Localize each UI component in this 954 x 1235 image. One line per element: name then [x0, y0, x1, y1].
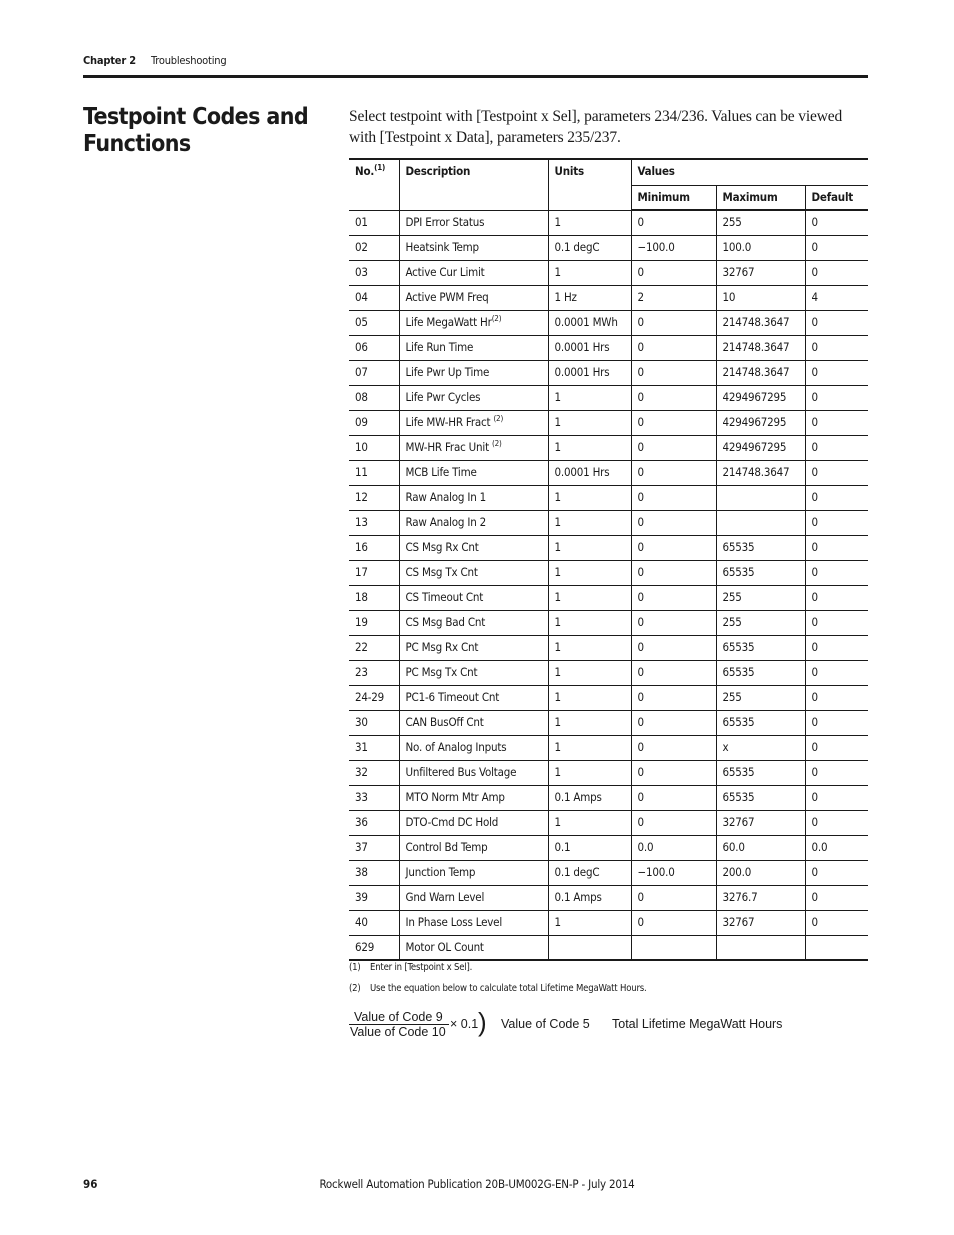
cell-description: Active Cur Limit [399, 260, 548, 285]
footnote-1: (1) Enter in [Testpoint x Sel]. [349, 962, 473, 973]
cell-default: 0 [805, 860, 868, 885]
footnote-2: (2) Use the equation below to calculate total Lifetime MegaWatt Hours. [349, 983, 647, 994]
cell-minimum: 0 [631, 810, 716, 835]
cell-no: 19 [349, 610, 399, 635]
table-row [349, 335, 868, 360]
table-row [349, 910, 868, 935]
cell-units: 1 [548, 485, 631, 510]
cell-minimum: 0 [631, 760, 716, 785]
cell-maximum: 65535 [716, 660, 805, 685]
cell-maximum: 65535 [716, 785, 805, 810]
cell-default: 0 [805, 560, 868, 585]
cell-description: Unfiltered Bus Voltage [399, 760, 548, 785]
cell-default: 0 [805, 535, 868, 560]
cell-description: Heatsink Temp [399, 235, 548, 260]
cell-units: 1 [548, 660, 631, 685]
cell-maximum [716, 935, 805, 960]
cell-minimum: 0 [631, 535, 716, 560]
table-row [349, 835, 868, 860]
cell-minimum: 0 [631, 735, 716, 760]
cell-no: 22 [349, 635, 399, 660]
section-label: Troubleshooting [151, 54, 227, 67]
cell-description: DTO-Cmd DC Hold [399, 810, 548, 835]
cell-minimum: 0 [631, 785, 716, 810]
cell-description: MW-HR Frac Unit $^{(2)}$ [399, 435, 548, 460]
cell-maximum: 60.0 [716, 835, 805, 860]
cell-no: 03 [349, 260, 399, 285]
cell-no: 10 [349, 435, 399, 460]
cell-minimum: 0 [631, 410, 716, 435]
cell-maximum: 214748.3647 [716, 460, 805, 485]
cell-description: Life MegaWatt Hr$^{(2)}$ [399, 310, 548, 335]
footnote-ref: (2) [493, 413, 504, 423]
cell-units: 1 [548, 685, 631, 710]
table-row [349, 460, 868, 485]
cell-units: 1 [548, 810, 631, 835]
cell-units: 1 [548, 635, 631, 660]
page-header [83, 53, 868, 78]
table-row [349, 510, 868, 535]
cell-no: 02 [349, 235, 399, 260]
table-row [349, 235, 868, 260]
table-row [349, 310, 868, 335]
cell-minimum: 0 [631, 885, 716, 910]
cell-no: 629 [349, 935, 399, 960]
table-row [349, 885, 868, 910]
cell-maximum: 100.0 [716, 235, 805, 260]
cell-no: 12 [349, 485, 399, 510]
cell-maximum: 65535 [716, 535, 805, 560]
cell-units [548, 935, 631, 960]
cell-units: 1 [548, 560, 631, 585]
cell-maximum: 10 [716, 285, 805, 310]
table-row [349, 360, 868, 385]
header-minimum: Minimum [631, 185, 716, 210]
cell-maximum: 214748.3647 [716, 335, 805, 360]
cell-description: CAN BusOff Cnt [399, 710, 548, 735]
cell-no: 38 [349, 860, 399, 885]
cell-units: 1 [548, 510, 631, 535]
cell-default: 0 [805, 585, 868, 610]
cell-maximum: 3276.7 [716, 885, 805, 910]
cell-description: Motor OL Count [399, 935, 548, 960]
table-row [349, 560, 868, 585]
cell-units: 0.0001 Hrs [548, 360, 631, 385]
cell-description: CS Msg Tx Cnt [399, 560, 548, 585]
equation-term: Value of Code 5 [501, 1017, 590, 1031]
cell-minimum: 0 [631, 510, 716, 535]
header-no: No.$^{(1)}$ [349, 159, 399, 210]
cell-description: PC1-6 Timeout Cnt [399, 685, 548, 710]
cell-no: 06 [349, 335, 399, 360]
cell-description: No. of Analog Inputs [399, 735, 548, 760]
cell-description: Junction Temp [399, 860, 548, 885]
cell-default: 0 [805, 360, 868, 385]
cell-default: 4 [805, 285, 868, 310]
cell-description: CS Timeout Cnt [399, 585, 548, 610]
cell-minimum: 0 [631, 660, 716, 685]
cell-default: 0 [805, 735, 868, 760]
testpoint-table [349, 158, 868, 961]
cell-default: 0 [805, 710, 868, 735]
cell-no: 23 [349, 660, 399, 685]
header-description: Description [399, 159, 548, 210]
cell-minimum: −100.0 [631, 235, 716, 260]
cell-default: 0 [805, 785, 868, 810]
cell-default: 0 [805, 910, 868, 935]
equation-result: Total Lifetime MegaWatt Hours [612, 1017, 783, 1031]
cell-no: 18 [349, 585, 399, 610]
cell-maximum: 214748.3647 [716, 310, 805, 335]
cell-minimum: 0 [631, 485, 716, 510]
cell-units: 0.0001 MWh [548, 310, 631, 335]
cell-no: 11 [349, 460, 399, 485]
cell-default: 0 [805, 610, 868, 635]
cell-units: 1 [548, 710, 631, 735]
cell-no: 07 [349, 360, 399, 385]
chapter-label: Chapter 2 [83, 54, 136, 67]
cell-no: 39 [349, 885, 399, 910]
header-values: Values [631, 159, 868, 185]
cell-maximum: 32767 [716, 810, 805, 835]
cell-minimum: 0 [631, 385, 716, 410]
cell-minimum: −100.0 [631, 860, 716, 885]
cell-minimum: 0 [631, 335, 716, 360]
cell-maximum [716, 485, 805, 510]
cell-no: 13 [349, 510, 399, 535]
cell-minimum: 0 [631, 210, 716, 235]
cell-maximum: 65535 [716, 635, 805, 660]
cell-description: PC Msg Tx Cnt [399, 660, 548, 685]
table-row [349, 210, 868, 235]
cell-description: Life Pwr Up Time [399, 360, 548, 385]
cell-default: 0 [805, 635, 868, 660]
cell-no: 37 [349, 835, 399, 860]
cell-units: 1 [548, 610, 631, 635]
cell-minimum [631, 935, 716, 960]
cell-maximum: 32767 [716, 910, 805, 935]
publication-info: Rockwell Automation Publication 20B-UM002G-EN-P - July 2014 [319, 1177, 635, 1191]
cell-no: 04 [349, 285, 399, 310]
cell-no: 33 [349, 785, 399, 810]
table-row [349, 535, 868, 560]
cell-minimum: 0 [631, 685, 716, 710]
cell-no: 24-29 [349, 685, 399, 710]
cell-units: 0.0001 Hrs [548, 460, 631, 485]
cell-no: 30 [349, 710, 399, 735]
table-row [349, 385, 868, 410]
cell-default: 0 [805, 235, 868, 260]
cell-default: 0 [805, 685, 868, 710]
equation-numerator: Value of Code 9 [354, 1010, 443, 1024]
table-row [349, 935, 868, 960]
cell-minimum: 0 [631, 585, 716, 610]
cell-units: 0.1 degC [548, 860, 631, 885]
cell-description: MCB Life Time [399, 460, 548, 485]
equation-multiplier: × 0.1 [450, 1017, 479, 1031]
cell-no: 40 [349, 910, 399, 935]
cell-default: 0 [805, 485, 868, 510]
cell-description: Raw Analog In 2 [399, 510, 548, 535]
cell-description: DPI Error Status [399, 210, 548, 235]
cell-maximum: 214748.3647 [716, 360, 805, 385]
cell-maximum: 4294967295 [716, 385, 805, 410]
cell-minimum: 0 [631, 260, 716, 285]
table-row [349, 485, 868, 510]
cell-maximum: 255 [716, 685, 805, 710]
cell-default: 0 [805, 210, 868, 235]
cell-units: 1 [548, 735, 631, 760]
header-default: Default [805, 185, 868, 210]
cell-maximum [716, 510, 805, 535]
cell-default: 0 [805, 260, 868, 285]
cell-units: 1 [548, 910, 631, 935]
cell-minimum: 2 [631, 285, 716, 310]
intro-paragraph: Select testpoint with [Testpoint x Sel], parameters 234/236. Values can be viewed with [Testpoint x Data], parameters 235/237. [349, 108, 843, 146]
cell-default: 0 [805, 310, 868, 335]
cell-minimum: 0.0 [631, 835, 716, 860]
cell-maximum: 4294967295 [716, 410, 805, 435]
table-row [349, 410, 868, 435]
cell-units: 1 [548, 260, 631, 285]
cell-description: In Phase Loss Level [399, 910, 548, 935]
table-row [349, 760, 868, 785]
cell-maximum: 65535 [716, 710, 805, 735]
cell-maximum: 255 [716, 610, 805, 635]
cell-description: MTO Norm Mtr Amp [399, 785, 548, 810]
cell-units: 1 Hz [548, 285, 631, 310]
table-row [349, 810, 868, 835]
cell-default: 0 [805, 335, 868, 360]
cell-minimum: 0 [631, 435, 716, 460]
cell-units: 0.0001 Hrs [548, 335, 631, 360]
cell-no: 16 [349, 535, 399, 560]
cell-no: 32 [349, 760, 399, 785]
table-row [349, 285, 868, 310]
cell-minimum: 0 [631, 710, 716, 735]
cell-default: 0 [805, 510, 868, 535]
cell-units: 1 [548, 535, 631, 560]
cell-maximum: 4294967295 [716, 435, 805, 460]
cell-description: Active PWM Freq [399, 285, 548, 310]
cell-no: 05 [349, 310, 399, 335]
cell-description: Gnd Warn Level [399, 885, 548, 910]
table-row [349, 635, 868, 660]
cell-description: CS Msg Bad Cnt [399, 610, 548, 635]
cell-maximum: 200.0 [716, 860, 805, 885]
table-row [349, 260, 868, 285]
equation-denominator: Value of Code 10 [350, 1025, 446, 1039]
cell-description: CS Msg Rx Cnt [399, 535, 548, 560]
cell-no: 09 [349, 410, 399, 435]
cell-default: 0 [805, 885, 868, 910]
cell-default: 0 [805, 460, 868, 485]
cell-minimum: 0 [631, 360, 716, 385]
header-maximum: Maximum [716, 185, 805, 210]
cell-default: 0.0 [805, 835, 868, 860]
cell-no: 08 [349, 385, 399, 410]
cell-description: Life MW-HR Fract $^{(2)}$ [399, 410, 548, 435]
table-row [349, 585, 868, 610]
cell-default [805, 935, 868, 960]
page-number: 96 [83, 1177, 98, 1191]
table-row [349, 610, 868, 635]
cell-units: 1 [548, 385, 631, 410]
cell-minimum: 0 [631, 560, 716, 585]
header-units: Units [548, 159, 631, 210]
cell-description: PC Msg Rx Cnt [399, 635, 548, 660]
cell-units: 1 [548, 760, 631, 785]
cell-maximum: 65535 [716, 560, 805, 585]
cell-description: Control Bd Temp [399, 835, 548, 860]
cell-default: 0 [805, 410, 868, 435]
cell-units: 1 [548, 410, 631, 435]
footnote-ref: (2) [492, 438, 502, 448]
table-row [349, 685, 868, 710]
cell-minimum: 0 [631, 460, 716, 485]
megawatt-equation [349, 1007, 783, 1044]
cell-default: 0 [805, 660, 868, 685]
table-row [349, 710, 868, 735]
table-row [349, 860, 868, 885]
cell-units: 1 [548, 210, 631, 235]
cell-no: 31 [349, 735, 399, 760]
equation-paren: ) [478, 1007, 487, 1037]
cell-units: 0.1 degC [548, 235, 631, 260]
cell-units: 0.1 Amps [548, 785, 631, 810]
cell-minimum: 0 [631, 610, 716, 635]
cell-default: 0 [805, 810, 868, 835]
cell-units: 0.1 Amps [548, 885, 631, 910]
cell-default: 0 [805, 435, 868, 460]
cell-units: 0.1 [548, 835, 631, 860]
table-row [349, 660, 868, 685]
cell-description: Raw Analog In 1 [399, 485, 548, 510]
cell-maximum: 255 [716, 585, 805, 610]
cell-no: 36 [349, 810, 399, 835]
cell-maximum: 65535 [716, 760, 805, 785]
table-row [349, 435, 868, 460]
cell-units: 1 [548, 585, 631, 610]
cell-description: Life Pwr Cycles [399, 385, 548, 410]
cell-maximum: x [716, 735, 805, 760]
cell-minimum: 0 [631, 635, 716, 660]
cell-no: 01 [349, 210, 399, 235]
cell-minimum: 0 [631, 310, 716, 335]
table-row [349, 735, 868, 760]
cell-default: 0 [805, 385, 868, 410]
cell-no: 17 [349, 560, 399, 585]
cell-maximum: 255 [716, 210, 805, 235]
page-title: Testpoint Codes and Functions [83, 104, 309, 157]
cell-units: 1 [548, 435, 631, 460]
cell-description: Life Run Time [399, 335, 548, 360]
cell-maximum: 32767 [716, 260, 805, 285]
table-row [349, 785, 868, 810]
cell-default: 0 [805, 760, 868, 785]
footnote-ref: (2) [491, 313, 502, 323]
cell-minimum: 0 [631, 910, 716, 935]
